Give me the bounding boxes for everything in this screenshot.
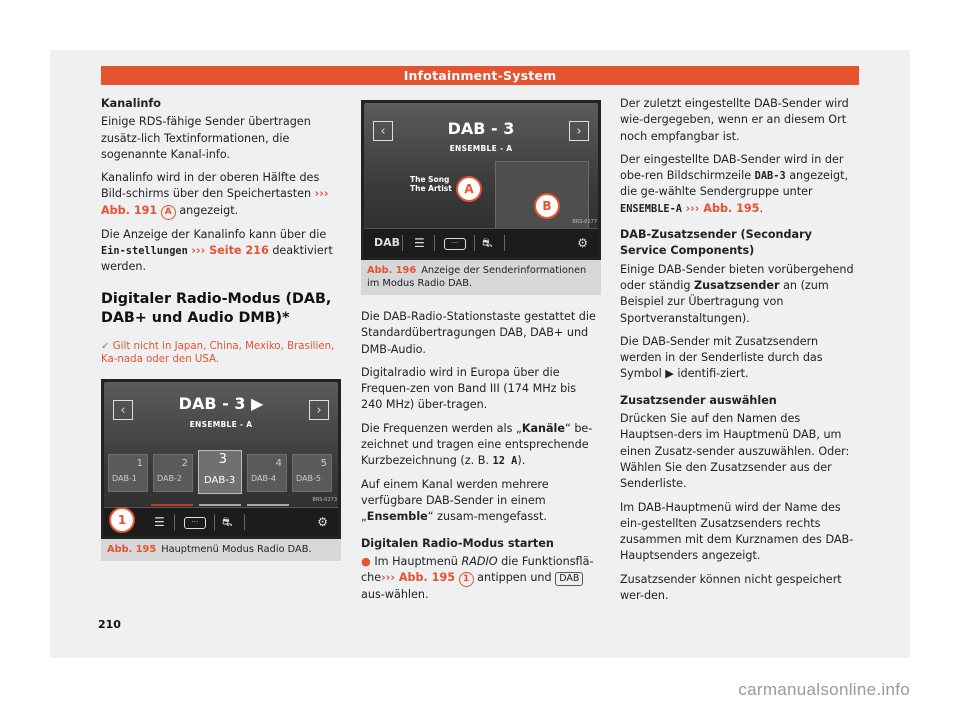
- song-info: [410, 175, 452, 193]
- ensemble-label: ENSEMBLE - A: [189, 419, 253, 429]
- figure-number: Abb. 196: [367, 265, 417, 276]
- figure-code: BRS-0273: [312, 497, 337, 504]
- station-title: DAB - 3: [447, 119, 515, 138]
- channel-code: 12 A: [492, 455, 518, 468]
- divider: [504, 235, 505, 251]
- text: die Funktionsflä-che: [361, 554, 594, 585]
- chevron-left-icon: ‹: [113, 400, 133, 420]
- preset-label: DAB-5: [296, 474, 321, 484]
- text: Kanalinfo wird in der oberen Hälfte des Bild-schirms über den Speichertasten: [101, 171, 320, 201]
- text: aus-wählen.: [361, 588, 429, 602]
- text: “ be-zeichnet und tragen eine entsprechende Kurzbezeichnung (z. B.: [361, 421, 593, 468]
- page-reference-link[interactable]: ››› Seite 216: [191, 244, 269, 258]
- song-title: The Song: [410, 175, 450, 184]
- category-underline: [199, 504, 241, 506]
- menu-name: RADIO: [461, 554, 498, 568]
- list-icon: ☰: [414, 236, 425, 250]
- preset-label: DAB-4: [251, 474, 276, 484]
- callout-marker-1: 1: [109, 507, 135, 533]
- watermark: carmanualsonline.info: [738, 680, 910, 699]
- paragraph: Einige RDS-fähige Sender übertragen zusätz-lich Textinformationen, die sogenannte Kanal-info.: [101, 115, 311, 161]
- preset-button-active: [198, 450, 242, 494]
- paragraph: Der zuletzt eingestellte DAB-Sender wird wie-dergegeben, wenn er an diesem Ort noch empfangbar ist.: [620, 97, 849, 143]
- text: deaktiviert werden.: [101, 244, 333, 274]
- text: Die Frequenzen werden als „: [361, 421, 522, 435]
- text: an (zum Beispiel zur Übertragung von Sportveranstaltungen).: [620, 278, 829, 325]
- preset-button: [292, 454, 332, 492]
- emphasis: Zusatzsender: [694, 278, 780, 292]
- subheading: Digitalen Radio-Modus starten: [361, 536, 554, 550]
- section-heading: Digitaler Radio-Modus (DAB, DAB+ und Audio DMB)*: [101, 290, 332, 326]
- preset-button: [153, 454, 193, 492]
- figure-reference-link[interactable]: ››› Abb. 195: [381, 571, 456, 585]
- paragraph: [101, 170, 341, 220]
- preset-number: 4: [275, 457, 282, 469]
- paragraph: [361, 477, 601, 526]
- preset-number: 3: [218, 451, 227, 467]
- radio-screen: [104, 382, 338, 536]
- category-underline: [151, 504, 193, 506]
- gear-icon: ⚙: [317, 514, 328, 529]
- preset-number: 2: [181, 457, 188, 469]
- paragraph: Die DAB-Radio-Stationstaste gestattet die Standardübertragungen DAB, DAB+ und DMB-Audio.: [361, 310, 596, 356]
- paragraph: [101, 227, 341, 276]
- divider: [214, 514, 215, 530]
- preset-number: 5: [320, 457, 327, 469]
- text: Der eingestellte DAB-Sender wird in der obe-ren Bildschirmzeile: [620, 152, 844, 183]
- figure-196: [361, 100, 601, 260]
- list-icon: ☰: [154, 514, 165, 529]
- paragraph: Die DAB-Sender mit Zusatzsendern werden in der Senderliste durch das Symbol ▶ identifi-ziert.: [620, 334, 823, 381]
- paragraph: Drücken Sie auf den Namen des Hauptsen-ders im Hauptmenü DAB, um einen Zusatz-sender auszuwählen. Oder: Wählen Sie den Zusatzsender aus der Senderliste.: [620, 412, 850, 491]
- paragraph: Digitalradio wird in Europa über die Frequen-zen von Band III (174 MHz bis 240 MHz) über-tragen.: [361, 365, 577, 412]
- radio-bottom-bar: [364, 228, 598, 257]
- text: angezeigt.: [179, 203, 239, 217]
- callout-badge: 1: [459, 572, 474, 587]
- figure-caption: [361, 260, 601, 295]
- figure-code: BRS-0277: [572, 218, 597, 225]
- chevron-left-icon: ‹: [373, 121, 393, 141]
- gear-icon: ⚙: [577, 236, 588, 250]
- column-left: [101, 96, 341, 575]
- station-title: DAB - 3 ▶: [178, 393, 264, 413]
- divider: [174, 514, 175, 530]
- paragraph: [620, 262, 860, 327]
- radio-bottom-bar: [104, 507, 338, 536]
- category-underline: [247, 504, 289, 506]
- bullet-item: [361, 554, 601, 604]
- preset-label: DAB-2: [157, 474, 182, 484]
- figure-reference-link[interactable]: ››› Abb. 195: [685, 201, 760, 215]
- radio-screen: [364, 103, 598, 257]
- text: .: [759, 201, 764, 215]
- paragraph: Im DAB-Hauptmenü wird der Name des ein-gestellten Zusatzsenders rechts zusammen mit dem Kurznamen des DAB-Hauptsenders angezeigt.: [620, 500, 854, 563]
- figure-caption: [101, 539, 341, 562]
- preset-button: [247, 454, 287, 492]
- figure-195: [101, 379, 341, 539]
- text: ).: [517, 454, 526, 468]
- column-middle: [361, 96, 601, 610]
- figure-number: Abb. 195: [107, 543, 157, 555]
- caption-text: Anzeige der Senderinformationen im Modus Radio DAB.: [367, 265, 587, 289]
- bullet-icon: ●: [361, 554, 371, 568]
- divider: [474, 235, 475, 251]
- text: Im Hauptmenü: [374, 554, 458, 568]
- figure-reference-link[interactable]: ››› Abb. 191: [101, 187, 329, 217]
- subheading: Zusatzsender auswählen: [620, 393, 777, 407]
- menu-name: Ein-stellungen: [101, 245, 188, 258]
- emphasis: Kanäle: [521, 421, 565, 435]
- text: Auf einem Kanal werden mehrere verfügbare DAB-Sender in einem „: [361, 477, 549, 524]
- text: angezeigt, die ge-wählte Sendergruppe unter: [620, 169, 849, 199]
- divider: [434, 235, 435, 251]
- text: “ zusam-mengefasst.: [427, 510, 547, 524]
- traffic-icon: ⛐: [482, 236, 493, 250]
- text: antippen und: [477, 571, 552, 585]
- artist-name: The Artist: [410, 184, 452, 193]
- applicability-note: ✓ Gilt nicht in Japan, China, Mexiko, Brasilien, Ka-nada oder den USA.: [101, 340, 335, 366]
- preset-label: DAB-3: [204, 475, 236, 487]
- paragraph: [361, 421, 601, 470]
- ensemble-code: ENSEMBLE-A: [620, 202, 682, 215]
- text: Die Anzeige der Kanalinfo kann über die: [101, 227, 327, 241]
- preset-button: [108, 454, 148, 492]
- paragraph: Zusatzsender können nicht gespeichert wer-den.: [620, 572, 842, 603]
- station-code: DAB-3: [754, 170, 786, 183]
- preset-number: 1: [136, 457, 143, 469]
- page-header: Infotainment-System: [101, 66, 859, 85]
- ensemble-label: ENSEMBLE - A: [449, 144, 513, 153]
- divider: [244, 514, 245, 530]
- chevron-right-icon: ›: [309, 400, 329, 420]
- dab-label: DAB: [374, 236, 401, 249]
- column-right: [620, 96, 860, 611]
- callout-marker-b: B: [534, 193, 560, 219]
- keypad-icon: ···: [184, 517, 206, 529]
- heading-kanalinfo: Kanalinfo: [101, 97, 161, 110]
- page-number: 210: [98, 618, 121, 631]
- traffic-icon: ⛐: [222, 514, 233, 529]
- caption-text: Hauptmenü Modus Radio DAB.: [161, 543, 312, 555]
- preset-label: DAB-1: [112, 474, 137, 484]
- divider: [402, 235, 403, 251]
- callout-badge: A: [161, 205, 176, 220]
- keypad-icon: ···: [444, 238, 466, 250]
- callout-marker-a: A: [456, 176, 482, 202]
- dab-key: DAB: [555, 572, 583, 586]
- subheading: DAB-Zusatzsender (Secondary Service Components): [620, 228, 812, 258]
- text: Einige DAB-Sender bieten vorübergehend oder ständig: [620, 262, 854, 292]
- paragraph: [620, 152, 860, 217]
- chevron-right-icon: ›: [569, 121, 589, 141]
- emphasis: Ensemble: [366, 510, 428, 524]
